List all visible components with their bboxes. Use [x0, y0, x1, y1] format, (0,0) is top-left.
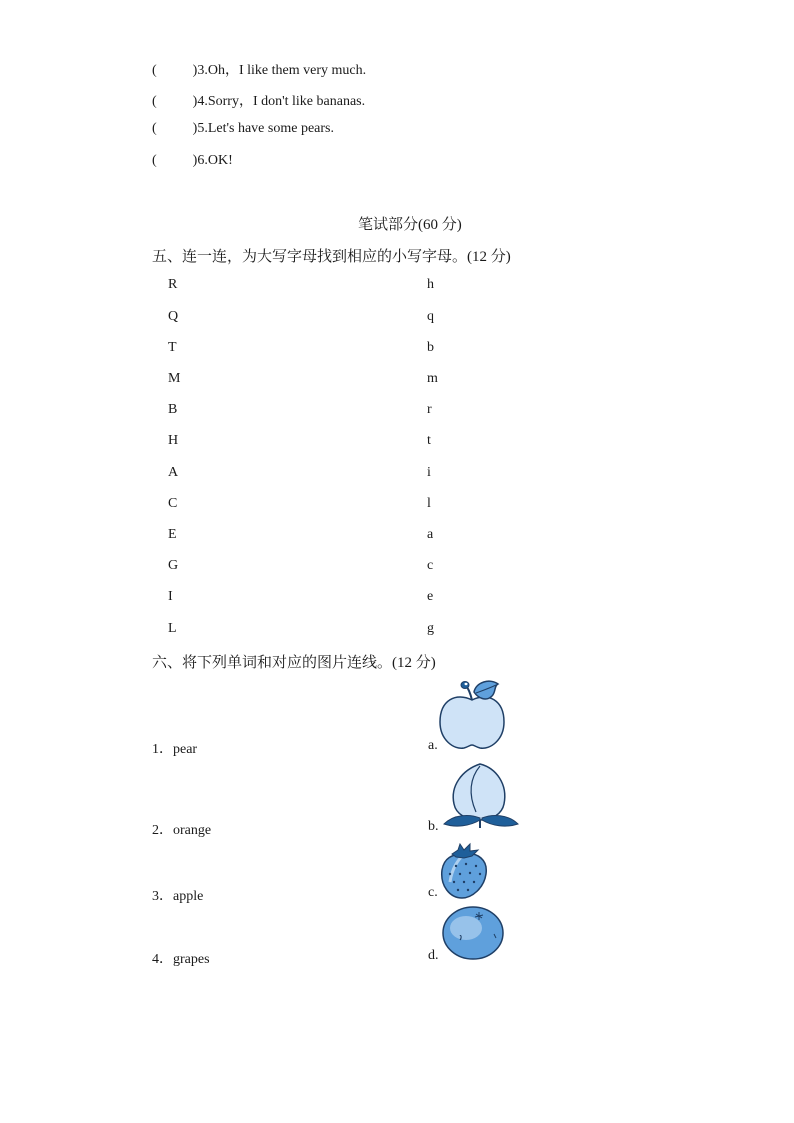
- answer-parenthesis-close: ): [192, 153, 198, 168]
- option-d-label: d.: [428, 948, 439, 963]
- uppercase-letter[interactable]: C: [168, 496, 178, 511]
- lowercase-letter[interactable]: b: [427, 340, 434, 355]
- section6-heading: 六、将下列单词和对应的图片连线。(12 分): [152, 655, 436, 671]
- lowercase-letter[interactable]: i: [427, 465, 431, 480]
- lowercase-letter[interactable]: g: [427, 621, 434, 636]
- orange-picture[interactable]: [440, 904, 506, 962]
- section5-heading: 五、连一连，为大写字母找到相应的小写字母。(12 分): [152, 249, 511, 265]
- uppercase-letter[interactable]: B: [168, 402, 178, 417]
- uppercase-letter[interactable]: M: [168, 371, 181, 386]
- option-b-label: b.: [428, 819, 439, 834]
- lowercase-letter[interactable]: m: [427, 371, 438, 386]
- answer-parenthesis-close: ): [192, 94, 198, 109]
- word-orange[interactable]: 2．orange: [152, 823, 212, 838]
- lowercase-letter[interactable]: q: [427, 309, 434, 324]
- listening-item-4: [152, 90, 365, 110]
- lowercase-letter[interactable]: a: [427, 527, 434, 542]
- uppercase-letter[interactable]: T: [168, 340, 177, 355]
- option-c-label: c.: [428, 885, 438, 900]
- word-grapes[interactable]: 4．grapes: [152, 952, 210, 967]
- written-section-title: 笔试部分(60 分): [358, 217, 462, 233]
- word-apple[interactable]: 3．apple: [152, 889, 204, 904]
- listening-item-6: [152, 153, 233, 169]
- apple-picture[interactable]: [436, 678, 508, 754]
- lowercase-letter[interactable]: c: [427, 558, 434, 573]
- word-pear[interactable]: 1．pear: [152, 742, 198, 757]
- lowercase-letter[interactable]: h: [427, 277, 434, 292]
- uppercase-letter[interactable]: E: [168, 527, 177, 542]
- item-text: 4.Sorry，I don't like bananas.: [197, 94, 366, 109]
- listening-item-5: [152, 121, 334, 137]
- answer-parenthesis-close: ): [192, 63, 198, 78]
- lowercase-letter[interactable]: t: [427, 433, 431, 448]
- lowercase-letter[interactable]: l: [427, 496, 431, 511]
- answer-parenthesis-open[interactable]: (: [152, 121, 157, 136]
- item-text: 3.Oh，I like them very much.: [197, 63, 367, 78]
- uppercase-letter[interactable]: A: [168, 465, 179, 480]
- lowercase-letter[interactable]: r: [427, 402, 432, 417]
- uppercase-letter[interactable]: G: [168, 558, 179, 573]
- uppercase-letter[interactable]: I: [168, 589, 173, 604]
- uppercase-letter[interactable]: Q: [168, 309, 179, 324]
- peach-picture[interactable]: [440, 760, 522, 832]
- uppercase-letter[interactable]: H: [168, 433, 179, 448]
- option-a-label: a.: [428, 738, 438, 753]
- strawberry-picture[interactable]: [438, 842, 490, 900]
- item-text: 6.OK!: [197, 153, 233, 168]
- item-text: 5.Let's have some pears.: [197, 121, 334, 136]
- answer-parenthesis-open[interactable]: (: [152, 63, 157, 78]
- lowercase-letter[interactable]: e: [427, 589, 434, 604]
- uppercase-letter[interactable]: L: [168, 621, 177, 636]
- answer-parenthesis-close: ): [192, 121, 198, 136]
- answer-parenthesis-open[interactable]: (: [152, 94, 157, 109]
- listening-item-3: [152, 59, 366, 79]
- answer-parenthesis-open[interactable]: (: [152, 153, 157, 168]
- uppercase-letter[interactable]: R: [168, 277, 178, 292]
